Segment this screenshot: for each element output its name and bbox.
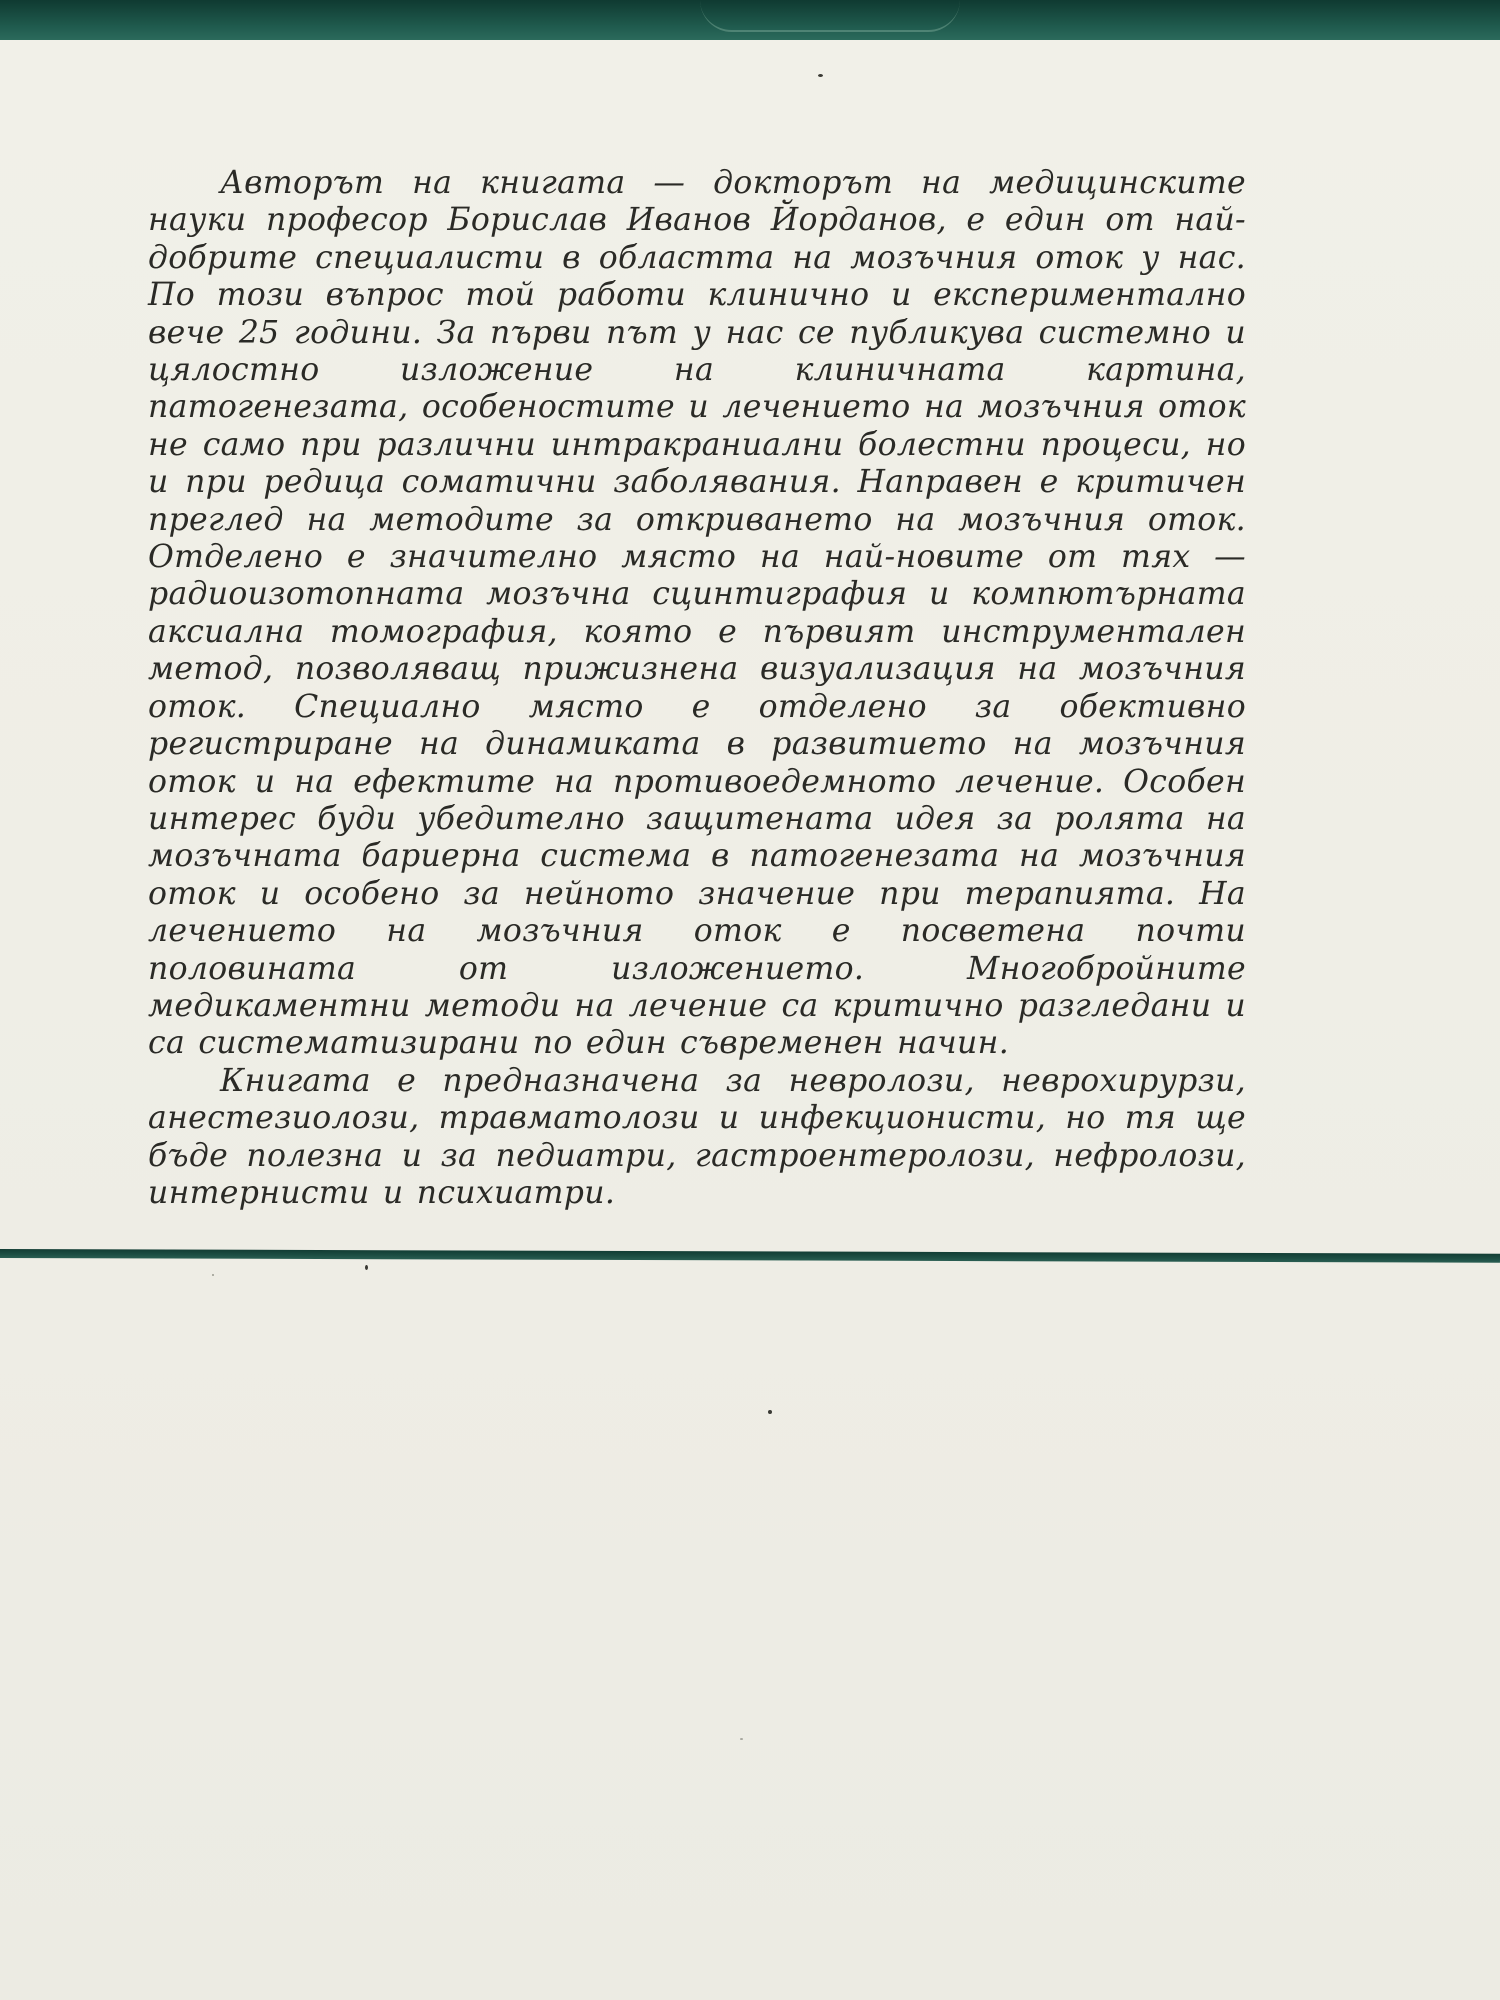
cover-top-green-band: [0, 0, 1500, 40]
paper-speck: [818, 74, 823, 77]
book-back-cover-page: [0, 38, 1500, 2000]
description-paragraph-author: Авторът на книгата — докторът на медицинските науки професор Борислав Иванов Йорданов, е един от най-добрите специалисти в областта на мозъчния оток у нас. По този въпрос той работи клинично и експериментално вече 25 години. За първи път у нас се публикува системно и цялостно изложение на клиничната картина, патогенезата, особеностите и лечението на мозъчния оток не само при различни интракраниални болестни процеси, но и при редица соматични заболявания. Направен е критичен преглед на методите за откриването на мозъчния оток. Отделено е значително място на най-новите от тях — радиоизотопната мозъчна сцинтиграфия и компютърната аксиална томография, която е първият инструментален метод, позволяващ прижизнена визуализация на мозъчния оток. Специално място е отделено за обективно регистриране на динамиката в развитието на мозъчния оток и на ефектите на противоедемното лечение. Особен интерес буди убедително защитената идея за ролята на мозъчната бариерна система в патогенезата на мозъчния оток и особено за нейното значение при терапията. На лечението на мозъчния оток е посветена почти половината от изложението. Многобройните медикаментни методи на лечение са критично разгледани и са систематизирани по един съвременен начин.: [148, 165, 1246, 1062]
paper-speck: [768, 1410, 772, 1414]
paper-speck: [740, 1738, 743, 1740]
description-paragraph-audience: Книгата е предназначена за невролози, неврохирурзи, анестезиолози, травматолози и инфекционисти, но тя ще бъде полезна и за педиатри, гастроентеролози, нефролози, интернисти и психиатри.: [148, 1062, 1246, 1211]
green-divider-line: [0, 1249, 1500, 1263]
paper-speck: [365, 1265, 368, 1270]
paper-speck: [212, 1274, 214, 1276]
book-description: [148, 165, 1246, 1212]
